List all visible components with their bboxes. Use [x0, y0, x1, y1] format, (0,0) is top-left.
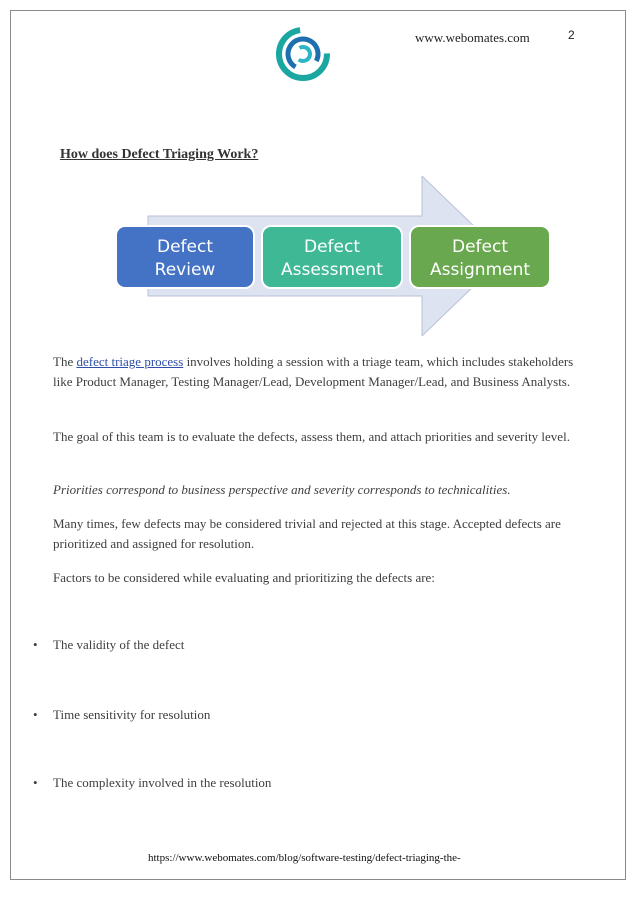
paragraph-factors-intro: Factors to be considered while evaluating and prioritizing the defects are:: [53, 570, 435, 585]
step-assessment-line1: Defect: [303, 237, 361, 257]
bullet-icon: •: [33, 775, 38, 790]
page-number: 2: [568, 28, 575, 42]
step-assignment-line1: Defect: [451, 237, 509, 257]
step-assignment-line2: Assignment: [429, 260, 531, 280]
defect-triage-process-link[interactable]: defect triage process: [76, 354, 184, 369]
step-review-line2: Review: [154, 260, 216, 280]
triage-process-diagram: [110, 176, 562, 336]
webomates-logo-icon: [275, 26, 331, 82]
paragraph-triage-process: The defect triage process involves holding a session with a triage team, which includes stakeholders like Product Manager, Testing Manager/Lead, Development Manager/Lead, and Business Analysts.: [53, 354, 574, 389]
paragraph-priorities: Priorities correspond to business perspective and severity corresponds to technicalities.: [53, 482, 511, 497]
paragraph-rejection: Many times, few defects may be considered trivial and rejected at this stage. Accepted defects are prioritized and assigned for resolution.: [53, 516, 561, 551]
step-assessment-line2: Assessment: [281, 260, 383, 280]
bullet-icon: •: [33, 707, 38, 722]
footer-source-url[interactable]: https://www.webomates.com/blog/software-testing/defect-triaging-the-: [148, 852, 461, 864]
step-box-review: [116, 226, 254, 288]
step-review-line1: Defect: [156, 237, 214, 257]
step-box-assessment: [262, 226, 402, 288]
site-url[interactable]: www.webomates.com: [415, 30, 530, 45]
paragraph-team-goal: The goal of this team is to evaluate the defects, assess them, and attach priorities and severity level.: [53, 429, 570, 444]
section-heading: How does Defect Triaging Work?: [60, 147, 259, 162]
bullet-icon: •: [33, 637, 38, 652]
step-box-assignment: [410, 226, 550, 288]
